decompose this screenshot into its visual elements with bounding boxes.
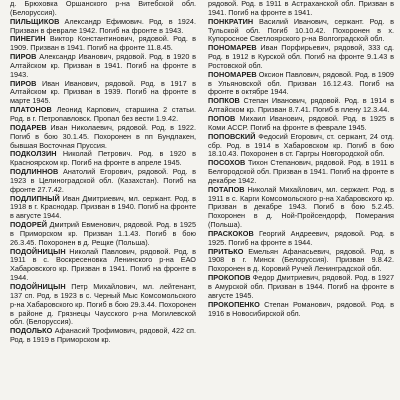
- entry-details: Александр Ефимович. Род. в 1924. Призван в феврале 1942. Погиб на фронте в 1943.: [10, 16, 196, 35]
- memorial-entry: [10, 106, 196, 124]
- entry-surname: ПОДОЙНИЦЫН: [10, 246, 66, 256]
- memorial-entry: [10, 0, 196, 18]
- memorial-entry: [208, 230, 394, 248]
- memorial-entry: [208, 44, 394, 71]
- entry-surname: ПОНКРАТИН: [208, 16, 254, 26]
- entry-details: Николай Павлович, рядовой. Род. в 1911 в с. Воскресеновка Ленинского р-на ЕАО Хабаровского кр. Призван в 1941. Погиб на фронте в 1944.: [10, 246, 196, 283]
- entry-surname: ПОПОВ: [208, 113, 236, 123]
- entry-surname: ПРАСКОКОВ: [208, 228, 254, 238]
- entry-surname: ПОТАПОВ: [208, 184, 245, 194]
- memorial-entry: [208, 274, 394, 301]
- entry-surname: ПОНОМАРЕВ: [208, 43, 257, 53]
- entry-surname: ПОДЛИННОВ: [10, 167, 59, 177]
- entry-details: Федор Дмитриевич, рядовой. Род. в 1927 в Амурской обл. Призван в 1944. Погиб на фронте в августе 1945.: [208, 273, 394, 300]
- memorial-entry: [208, 301, 394, 319]
- memorial-entry: [208, 159, 394, 186]
- memorial-entry: [10, 283, 196, 327]
- entry-surname: ПОДАРЕВ: [10, 122, 47, 132]
- entry-surname: ПОНОМАРЕВ: [208, 69, 257, 79]
- entry-details: Тихон Степанович, рядовой. Род. в 1911 в Белгородской обл. Призван в 1941. Погиб на фронте в декабре 1942.: [208, 158, 394, 185]
- entry-surname: ПРОКОПЕНКО: [208, 299, 260, 309]
- entry-details: Николай Петрович. Род. в 1920 в Красноярском кр. Погиб на фронте в апреле 1945.: [10, 149, 196, 168]
- entry-details: Николай Михайлович, мл. сержант. Род. в 1911 в с. Карги Комсомольского р-на Хабаровского кр. Призван в декабре 1943. Погиб в бою 5.2.45. Похоронен в д. Ной-Пройсендорф, Померания (Польша).: [208, 184, 394, 230]
- entry-details: Александр Иванович, рядовой. Род. в 1920 в Алтайском кр. Призван в 1941. Погиб на фронте в 1943.: [10, 52, 196, 79]
- memorial-entry: [10, 124, 196, 151]
- entry-surname: ПЛАТОНОВ: [10, 105, 52, 115]
- memorial-entry: [208, 186, 394, 230]
- memorial-entry: [10, 53, 196, 80]
- memorial-entry: [208, 71, 394, 98]
- memorial-entry: [10, 150, 196, 168]
- entry-surname: ПОДЛИПНЫЙ: [10, 193, 60, 203]
- entry-surname: ПОПОВСКИЙ: [208, 131, 256, 141]
- entry-details: Петр Михайлович, мл. лейтенант, 137 сп. Род. в 1923 в с. Черный Мыс Комсомольского р-на Хабаровского кр. Погиб в бою 29.3.44. Похоронен в районе д. Грязнецы Чаусского р-на Могилевской обл. (Белоруссия).: [10, 282, 196, 327]
- entry-details: д. Брюховка Оршанского р-на Витебской обл. (Белоруссия).: [10, 0, 196, 17]
- entry-surname: ПОПКОВ: [208, 96, 240, 106]
- entry-details: рядовой. Род. в 1911 в Астраханской обл. Призван в 1941. Погиб на фронте в 1941.: [208, 0, 394, 17]
- entry-details: Анатолий Егорович, рядовой. Род. в 1923 в Целиноградской обл. (Казахстан). Погиб на фронте 27.7.42.: [10, 167, 196, 194]
- entry-surname: ПРИТЬКО: [208, 246, 244, 256]
- entry-details: Иван Николаевич, рядовой. Род. в 1922. Погиб в бою 30.1.45. Похоронен в пп Бундлакен, бывшая Восточная Пруссия.: [10, 122, 196, 150]
- memorial-entry: [10, 221, 196, 248]
- entry-details: Виктор Константинович, рядовой. Род. в 1909. Призван в 1941. Погиб на фронте 11.8.45.: [10, 34, 196, 53]
- memorial-entry: [10, 248, 196, 283]
- entry-surname: ПОДОЛЬКО: [10, 326, 53, 336]
- memorial-entry: [208, 115, 394, 133]
- entry-details: Дмитрий Евменович, рядовой. Род. в 1925 в Приморском кр. Призван 1.1.43. Погиб в бою 26.3.45. Похоронен в д. Рещке (Польша).: [10, 220, 196, 247]
- entry-surname: ПИНЕГИН: [10, 34, 46, 44]
- entry-details: Михаил Иванович, рядовой. Род. в 1925 в Коми АССР. Погиб на фронте в феврале 1945.: [208, 113, 394, 132]
- entry-surname: ПИЛЬЩИКОВ: [10, 16, 60, 26]
- entry-details: Леонид Карпович, старшина 2 статьи. Род. в г. Петропавловск. Пропал без вести 1.9.42.: [10, 105, 196, 123]
- memorial-entry: [208, 248, 394, 275]
- memorial-entry: [208, 0, 394, 18]
- entry-details: Иван Порфирьевич, рядовой, 333 сд. Род. в 1912 в Курской обл. Погиб на фронте 9.1.43 в Ростовской обл.: [208, 43, 394, 70]
- entry-surname: ПРОКОПОВ: [208, 273, 251, 283]
- entry-details: Емельян Афанасьевич, рядовой. Род. в 1908 в г. Минск (Белоруссия). Призван 9.8.42. Похоронен в д. Коровий Ручей Ленинградской обл.: [208, 246, 394, 274]
- entry-surname: ПИРОВ: [10, 52, 37, 62]
- memorial-entry: [10, 168, 196, 195]
- entry-details: Афанасий Трофимович, рядовой, 422 сп. Род. в 1919 в Приморском кр.: [10, 326, 196, 345]
- entry-details: Степан Иванович, рядовой. Род. в 1914 в Алтайском кр. Призван 8.7.41. Погиб в плену 12.3.44.: [208, 96, 394, 115]
- entry-details: Василий Иванович, сержант. Род. в Тульской обл. Погиб 10.10.42. Похоронен в х. Купоросное Светлоярского р-на Волгоградской обл.: [208, 16, 394, 44]
- memorial-entry: [208, 97, 394, 115]
- memorial-entry: [208, 133, 394, 160]
- memorial-entry: [10, 195, 196, 222]
- memorial-entry: [10, 18, 196, 36]
- memorial-entry: [10, 80, 196, 107]
- entry-details: Степан Романович, рядовой. Род. в 1916 в Новосибирской обл.: [208, 299, 394, 318]
- memorial-entry: [10, 327, 196, 345]
- entry-details: Федосий Егорович, ст. сержант, 24 отд. сбр. Род. в 1914 в Хабаровском кр. Погиб в бою 18.10.43. Похоронен в ст. Гаргры Новгородской обл.: [208, 131, 394, 159]
- memorial-entry: [10, 35, 196, 53]
- entry-details: Иван Дмитриевич, мл. сержант. Род. в 1918 в г. Краснодар. Призван в 1940. Погиб на фронте в августе 1944.: [10, 193, 196, 221]
- entry-surname: ПОДКОЛЗИН: [10, 149, 57, 159]
- entry-surname: ПОДОЙНИЦЫН: [10, 282, 66, 291]
- entry-details: Оксион Павлович, рядовой. Род. в 1909 в Ульяновской обл. Призван 16.12.43. Погиб на фронте в октябре 1944.: [208, 69, 394, 97]
- entry-details: Георгий Андреевич, рядовой. Род. в 1925. Погиб на фронте в 1944.: [208, 228, 394, 247]
- entry-surname: ПОСОХОВ: [208, 158, 246, 168]
- left-column: [10, 0, 196, 400]
- entry-surname: ПОДОРЕЙ: [10, 220, 48, 230]
- memorial-entry: [208, 18, 394, 45]
- right-column: [208, 0, 394, 400]
- entry-details: Иван Иванович, рядовой. Род. в 1917 в Алтайском кр. Призван в 1939. Погиб на фронте в марте 1945.: [10, 78, 196, 106]
- entry-surname: ПИРОВ: [10, 78, 37, 88]
